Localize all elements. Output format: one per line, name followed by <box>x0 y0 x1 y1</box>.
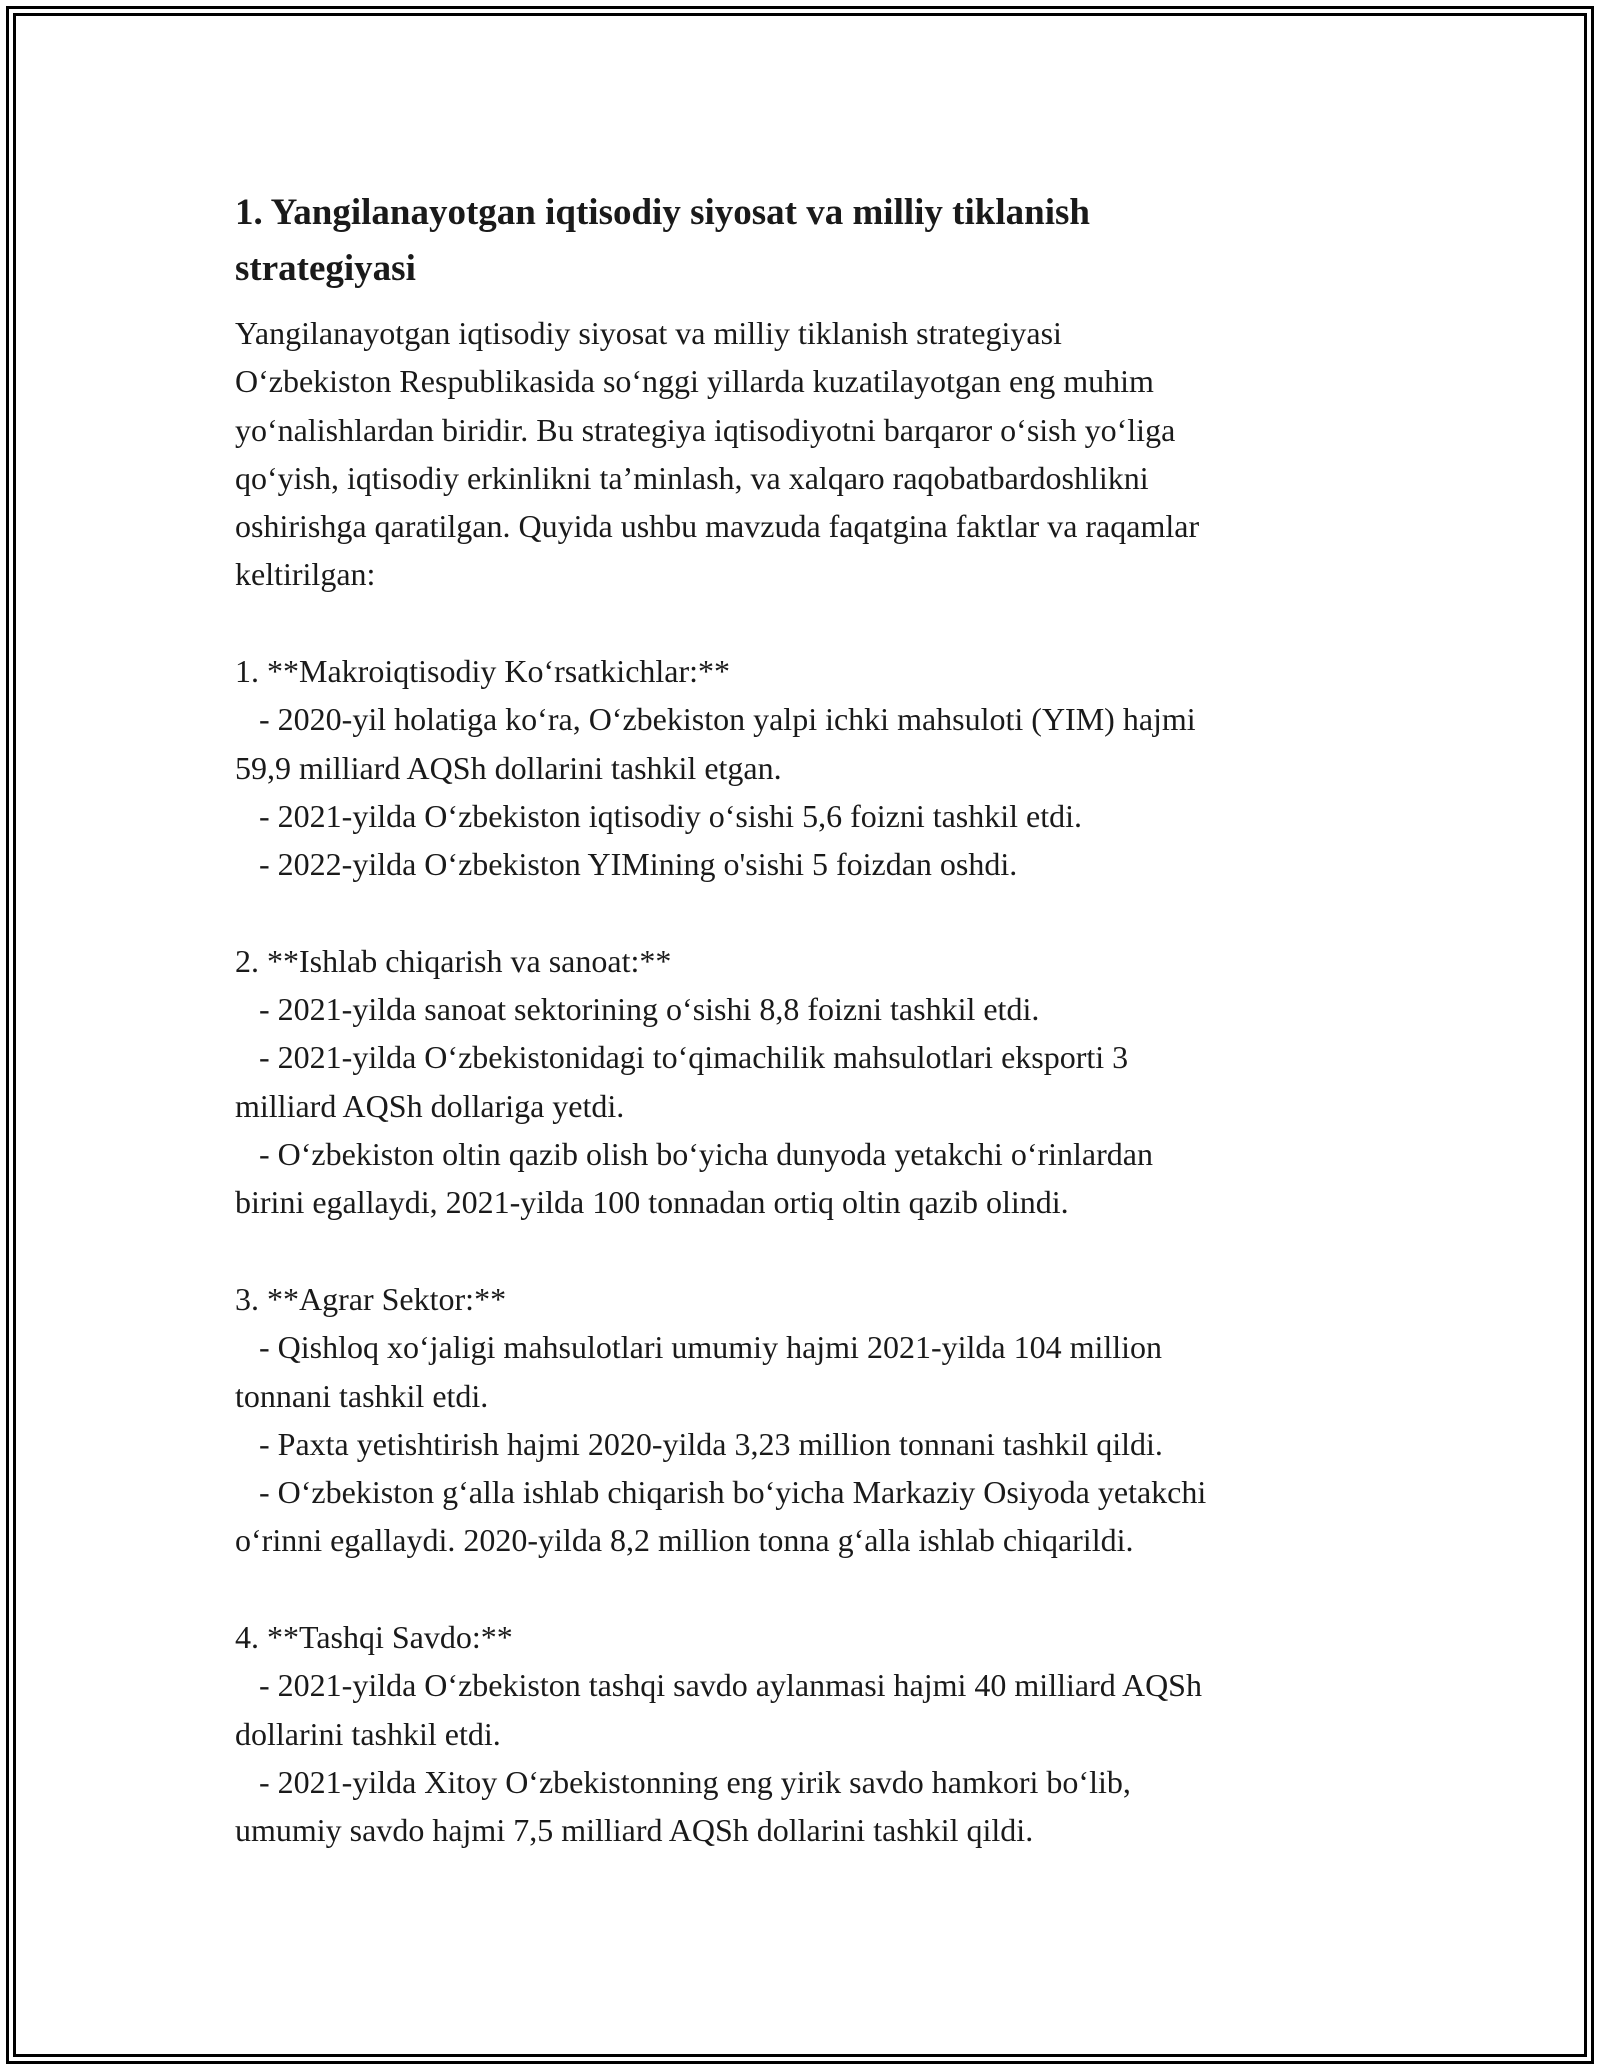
section-line: o‘rinni egallaydi. 2020-yilda 8,2 million tonna g‘alla ishlab chiqarildi. <box>235 1522 1134 1559</box>
section-industry <box>235 937 1365 1227</box>
title-line: strategiyasi <box>235 248 416 289</box>
section-line: - 2021-yilda O‘zbekistonidagi to‘qimachilik mahsulotlari eksporti 3 <box>235 1039 1129 1076</box>
intro-line: keltirilgan: <box>235 556 376 593</box>
section-line: dollarini tashkil etdi. <box>235 1715 501 1752</box>
section-line: tonnani tashkil etdi. <box>235 1377 489 1414</box>
section-line: - 2021-yilda O‘zbekiston tashqi savdo aylanmasi hajmi 40 milliard AQSh <box>235 1667 1202 1704</box>
section-agrarian <box>235 1275 1365 1565</box>
paragraph-spacer <box>235 889 1365 937</box>
section-line: - 2022-yilda O‘zbekiston YIMining o'sishi 5 foizdan oshdi. <box>235 846 1018 883</box>
document-body <box>235 309 1365 1855</box>
section-line: - 2021-yilda Xitoy O‘zbekistonning eng yirik savdo hamkori bo‘lib, <box>235 1763 1131 1800</box>
section-line: - Paxta yetishtirish hajmi 2020-yilda 3,23 million tonnani tashkil qildi. <box>235 1425 1163 1462</box>
section-line: birini egallaydi, 2021-yilda 100 tonnadan ortiq oltin qazib olindi. <box>235 1184 1069 1221</box>
document-page <box>235 185 1365 1855</box>
intro-line: yo‘nalishlardan biridir. Bu strategiya iqtisodiyotni barqaror o‘sish yo‘liga <box>235 411 1176 448</box>
section-heading: 2. **Ishlab chiqarish va sanoat:** <box>235 942 672 979</box>
intro-line: Yangilanayotgan iqtisodiy siyosat va milliy tiklanish strategiyasi <box>235 315 1062 351</box>
section-line: milliard AQSh dollariga yetdi. <box>235 1087 625 1124</box>
paragraph-spacer <box>235 1565 1365 1613</box>
section-line: umumiy savdo hajmi 7,5 milliard AQSh dollarini tashkil qildi. <box>235 1812 1034 1849</box>
paragraph-spacer <box>235 599 1365 647</box>
intro-line: O‘zbekiston Respublikasida so‘nggi yillarda kuzatilayotgan eng muhim <box>235 363 1154 400</box>
section-line: - Qishloq xo‘jaligi mahsulotlari umumiy hajmi 2021-yilda 104 million <box>235 1329 1163 1366</box>
section-line: - 2021-yilda O‘zbekiston iqtisodiy o‘sishi 5,6 foizni tashkil etdi. <box>235 797 1083 834</box>
intro-line: qo‘yish, iqtisodiy erkinlikni ta’minlash, va xalqaro raqobatbardoshlikni <box>235 459 1149 496</box>
section-line: - 2021-yilda sanoat sektorining o‘sishi 8,8 foizni tashkil etdi. <box>235 991 1040 1028</box>
intro-paragraph <box>235 309 1365 599</box>
section-line: - O‘zbekiston g‘alla ishlab chiqarish bo‘yicha Markaziy Osiyoda yetakchi <box>235 1474 1207 1511</box>
paragraph-spacer <box>235 1227 1365 1275</box>
section-macroeconomic <box>235 647 1365 888</box>
section-heading: 4. **Tashqi Savdo:** <box>235 1619 513 1656</box>
section-line: 59,9 milliard AQSh dollarini tashkil etgan. <box>235 749 782 786</box>
section-line: - 2020-yil holatiga ko‘ra, O‘zbekiston yalpi ichki mahsuloti (YIM) hajmi <box>235 701 1196 738</box>
section-foreign-trade <box>235 1613 1365 1854</box>
section-heading: 1. **Makroiqtisodiy Ko‘rsatkichlar:** <box>235 653 731 690</box>
intro-line: oshirishga qaratilgan. Quyida ushbu mavzuda faqatgina faktlar va raqamlar <box>235 508 1200 545</box>
section-line: - O‘zbekiston oltin qazib olish bo‘yicha dunyoda yetakchi o‘rinlardan <box>235 1136 1153 1173</box>
section-heading: 3. **Agrar Sektor:** <box>235 1280 507 1317</box>
title-line: 1. Yangilanayotgan iqtisodiy siyosat va milliy tiklanish <box>235 192 1090 233</box>
document-title <box>235 185 1365 297</box>
